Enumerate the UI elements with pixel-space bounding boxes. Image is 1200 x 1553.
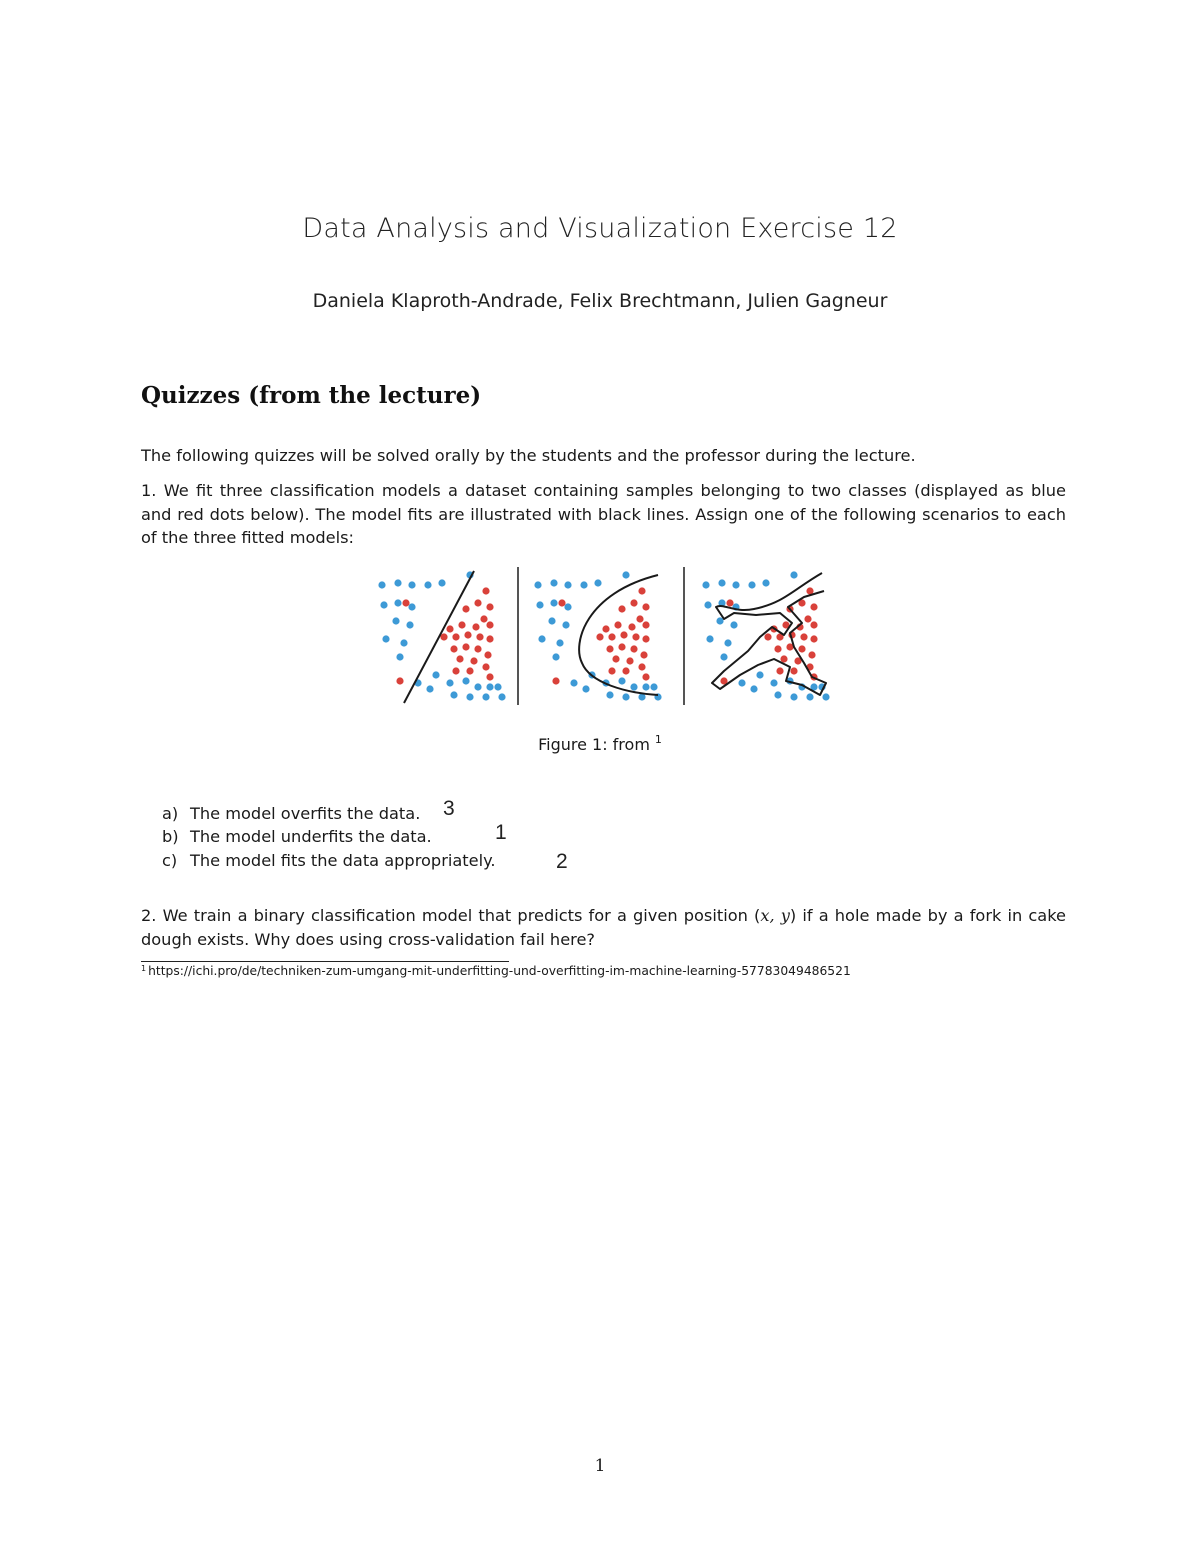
red-class-dot [618, 643, 625, 650]
red-class-dot [638, 587, 645, 594]
author-list: Daniela Klaproth-Andrade, Felix Brechtmann, Julien Gagneur [312, 290, 888, 312]
red-class-dot [450, 645, 457, 652]
question-2-part-1: 2. We train a binary classification model that predicts for a given position ( [141, 906, 761, 925]
page-number: 1 [594, 1456, 606, 1476]
red-class-dot [636, 615, 643, 622]
red-class-dot [642, 603, 649, 610]
blue-class-dot [630, 683, 637, 690]
blue-class-dot [424, 581, 431, 588]
red-class-dot [608, 667, 615, 674]
blue-class-dot [406, 621, 413, 628]
red-class-dot [474, 645, 481, 652]
blue-class-dot [556, 639, 563, 646]
red-class-dot [764, 633, 771, 640]
figure-caption [0, 733, 1200, 754]
red-class-dot [614, 621, 621, 628]
blue-class-dot [642, 683, 649, 690]
blue-class-dot [806, 693, 813, 700]
blue-class-dot [382, 635, 389, 642]
red-class-dot [482, 663, 489, 670]
red-class-dot [466, 667, 473, 674]
blue-class-dot [552, 653, 559, 660]
blue-class-dot [394, 579, 401, 586]
footnote [141, 964, 851, 978]
blue-class-dot [564, 581, 571, 588]
red-class-dot [612, 655, 619, 662]
blue-class-dot [582, 685, 589, 692]
red-class-dot [486, 621, 493, 628]
blue-class-dot [822, 693, 829, 700]
panel-underfit [378, 571, 505, 703]
blue-class-dot [738, 679, 745, 686]
blue-class-dot [790, 571, 797, 578]
red-class-dot [618, 605, 625, 612]
blue-class-dot [494, 683, 501, 690]
red-class-dot [462, 643, 469, 650]
blue-class-dot [622, 571, 629, 578]
blue-class-dot [702, 581, 709, 588]
red-class-dot [632, 633, 639, 640]
red-class-dot [630, 599, 637, 606]
red-class-dot [726, 599, 733, 606]
footnote-url: https://ichi.pro/de/techniken-zum-umgang-mit-underfitting-und-overfitting-im-machine-learning-57783049486521 [148, 964, 851, 978]
panel-overfit [702, 571, 829, 700]
blue-class-dot [790, 693, 797, 700]
option-label: c) [162, 851, 178, 870]
blue-class-dot [550, 579, 557, 586]
blue-class-dot [400, 639, 407, 646]
blue-class-dot [720, 653, 727, 660]
blue-class-dot [774, 691, 781, 698]
blue-class-dot [426, 685, 433, 692]
red-class-dot [638, 663, 645, 670]
figure-footnote-ref: 1 [654, 733, 662, 746]
blue-class-dot [486, 683, 493, 690]
red-class-dot [486, 603, 493, 610]
blue-class-dot [550, 599, 557, 606]
blue-class-dot [396, 653, 403, 660]
blue-class-dot [748, 581, 755, 588]
option-text: The model fits the data appropriately. [190, 851, 496, 870]
blue-class-dot [718, 579, 725, 586]
red-class-dot [440, 633, 447, 640]
red-class-dot [474, 599, 481, 606]
red-class-dot [452, 633, 459, 640]
red-class-dot [622, 667, 629, 674]
red-class-dot [800, 633, 807, 640]
red-class-dot [642, 635, 649, 642]
red-class-dot [626, 657, 633, 664]
red-class-dot [810, 603, 817, 610]
blue-class-dot [536, 601, 543, 608]
red-class-dot [774, 645, 781, 652]
blue-class-dot [498, 693, 505, 700]
red-class-dot [602, 625, 609, 632]
blue-class-dot [704, 601, 711, 608]
red-class-dot [470, 657, 477, 664]
blue-class-dot [562, 621, 569, 628]
blue-class-dot [732, 581, 739, 588]
option-text: The model overfits the data. [190, 804, 421, 823]
blue-class-dot [446, 679, 453, 686]
red-class-dot [642, 673, 649, 680]
red-class-dot [486, 673, 493, 680]
option-b [162, 827, 432, 846]
question-2-text [141, 904, 1066, 951]
blue-class-dot [380, 601, 387, 608]
option-c [162, 851, 495, 870]
blue-class-dot [462, 677, 469, 684]
blue-class-dot [438, 579, 445, 586]
red-class-dot [620, 631, 627, 638]
option-a [162, 804, 420, 823]
red-class-dot [608, 633, 615, 640]
blue-class-dot [650, 683, 657, 690]
blue-class-dot [408, 581, 415, 588]
red-class-dot [486, 635, 493, 642]
red-class-dot [780, 655, 787, 662]
handwritten-answer-c: 2 [556, 850, 568, 873]
footnote-rule [141, 961, 509, 962]
red-class-dot [630, 645, 637, 652]
blue-class-dot [770, 679, 777, 686]
figure-caption-text: Figure 1: from [538, 735, 650, 754]
red-class-dot [606, 645, 613, 652]
red-class-dot [462, 605, 469, 612]
red-class-dot [596, 633, 603, 640]
document-title: Data Analysis and Visualization Exercise 12 [302, 213, 898, 244]
blue-class-dot [466, 693, 473, 700]
blue-class-dot [762, 579, 769, 586]
handwritten-answer-b: 1 [495, 821, 507, 844]
blue-class-dot [570, 679, 577, 686]
red-class-dot [558, 599, 565, 606]
red-class-dot [804, 615, 811, 622]
red-class-dot [798, 645, 805, 652]
section-heading: Quizzes (from the lecture) [141, 382, 482, 409]
blue-class-dot [606, 691, 613, 698]
red-class-dot [808, 651, 815, 658]
blue-class-dot [618, 677, 625, 684]
blue-class-dot [724, 639, 731, 646]
blue-class-dot [756, 671, 763, 678]
question-1-text: 1. We fit three classification models a dataset containing samples belonging to two classes (displayed as blue and red dots below). The model fits are illustrated with black lines. Assign one of the following scenarios to each of the three fitted models: [141, 481, 1066, 547]
blue-class-dot [394, 599, 401, 606]
panel-appropriate-fit [534, 571, 661, 700]
red-class-dot [810, 635, 817, 642]
option-label: b) [162, 827, 179, 846]
footnote-ref: 1 [141, 964, 147, 973]
red-class-dot [810, 621, 817, 628]
red-class-dot [456, 655, 463, 662]
blue-class-dot [730, 621, 737, 628]
blue-class-dot [622, 693, 629, 700]
red-class-dot [790, 667, 797, 674]
blue-class-dot [408, 603, 415, 610]
red-class-dot [776, 667, 783, 674]
blue-class-dot [474, 683, 481, 690]
blue-class-dot [392, 617, 399, 624]
blue-class-dot [564, 603, 571, 610]
red-class-dot [402, 599, 409, 606]
red-class-dot [484, 651, 491, 658]
blue-class-dot [580, 581, 587, 588]
blue-class-dot [534, 581, 541, 588]
red-class-dot [476, 633, 483, 640]
red-class-dot [472, 623, 479, 630]
blue-class-dot [482, 693, 489, 700]
red-class-dot [458, 621, 465, 628]
classification-fits-figure [370, 563, 830, 709]
blue-class-dot [432, 671, 439, 678]
question-2-math: x, y [760, 906, 790, 925]
red-class-dot [396, 677, 403, 684]
red-class-dot [464, 631, 471, 638]
intro-paragraph: The following quizzes will be solved orally by the students and the professor during the lecture. [141, 446, 916, 465]
option-label: a) [162, 804, 179, 823]
red-class-dot [452, 667, 459, 674]
blue-class-dot [548, 617, 555, 624]
red-class-dot [628, 623, 635, 630]
red-class-dot [482, 587, 489, 594]
option-text: The model underfits the data. [190, 827, 432, 846]
red-class-dot [642, 621, 649, 628]
blue-class-dot [378, 581, 385, 588]
blue-class-dot [750, 685, 757, 692]
blue-class-dot [706, 635, 713, 642]
red-class-dot [552, 677, 559, 684]
red-class-dot [640, 651, 647, 658]
blue-class-dot [594, 579, 601, 586]
question-2-part-2: ) if a hole made by a fork in cake dough exists. Why does using cross-validation fail here? [141, 906, 1066, 949]
red-class-dot [446, 625, 453, 632]
red-class-dot [480, 615, 487, 622]
blue-class-dot [450, 691, 457, 698]
blue-class-dot [538, 635, 545, 642]
handwritten-answer-a: 3 [443, 797, 455, 820]
